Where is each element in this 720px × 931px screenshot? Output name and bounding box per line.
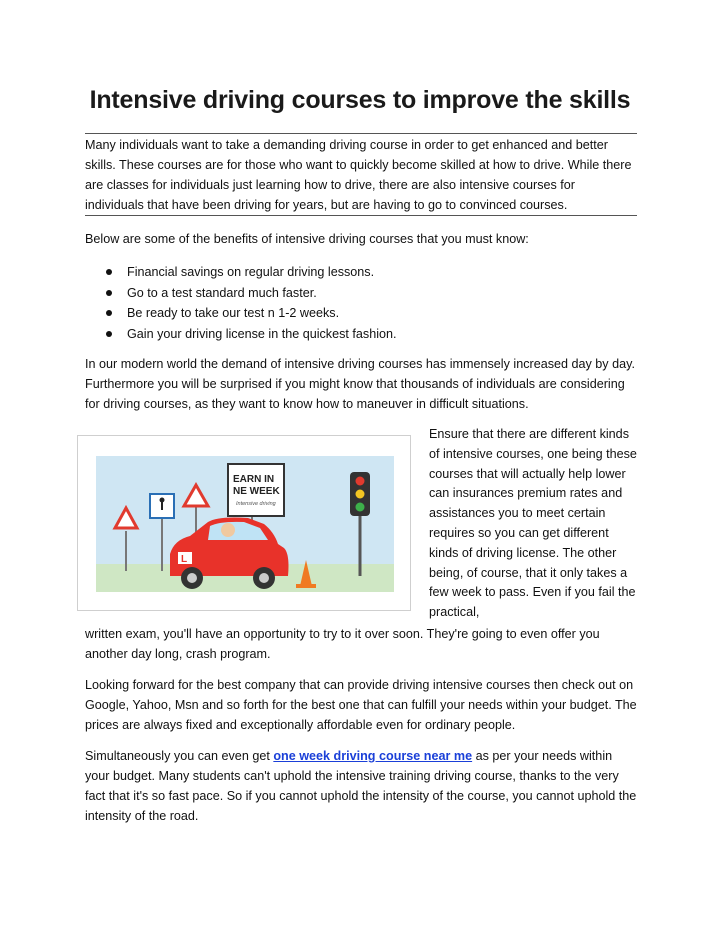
- sign-line-1: EARN IN: [233, 474, 275, 485]
- bullet-icon: [106, 331, 112, 337]
- list-item: Go to a test standard much faster.: [85, 283, 637, 304]
- continued-paragraph: written exam, you'll have an opportunity to try to it over soon. They're going to even offer you another day long, crash program.: [85, 627, 600, 661]
- driving-illustration: [77, 435, 411, 611]
- sign-line-2: NE WEEK: [233, 486, 280, 497]
- course-link[interactable]: one week driving course near me: [273, 749, 473, 763]
- simultaneous-paragraph: Simultaneously you can even get one week driving course near me as per your needs within your budget. Many students can't uphold the intensive training driving course, thanks to the very fact that it's so fast pace. So if you cannot uphold the intensity of the course, you cannot uphold the intensity of the road.: [85, 749, 637, 823]
- sign-line-3: Intensive driving: [236, 501, 276, 507]
- list-item: Be ready to take our test n 1-2 weeks.: [85, 303, 637, 324]
- driving-scene-image: [78, 436, 410, 610]
- car-plate: L: [181, 554, 188, 565]
- benefits-intro: Below are some of the benefits of intensive driving courses that you must know:: [85, 232, 529, 246]
- list-item: Financial savings on regular driving lessons.: [85, 262, 637, 283]
- modern-world-paragraph: In our modern world the demand of intensive driving courses has immensely increased day by day. Furthermore you will be surprised if you might know that thousands of individuals are considering for driving courses, as they want to know how to maneuver in difficult situations.: [85, 357, 635, 411]
- intro-paragraph: Many individuals want to take a demanding driving course in order to get enhanced and better skills. These courses are for those who want to quickly become skilled at how to drive. While there are classes for individuals just learning how to drive, there are also intensive courses for individuals that have been driving for years, but are having to go to convinced courses.: [85, 138, 632, 212]
- list-item: Gain your driving license in the quickest fashion.: [85, 324, 637, 345]
- bullet-icon: [106, 310, 112, 316]
- looking-forward-paragraph: Looking forward for the best company that can provide driving intensive courses then check out on Google, Yahoo, Msn and so forth for the best one that can fulfill your needs within your budget. The prices are always fixed and exceptionally affordable even for ordinary people.: [85, 678, 637, 732]
- bullet-icon: [106, 269, 112, 275]
- intro-bottom-rule: [85, 215, 637, 216]
- bullet-icon: [106, 290, 112, 296]
- side-paragraph: Ensure that there are different kinds of intensive courses, one being these courses that will actually help lower can insurances premium rates and assistances you to meet certain requires so you can get different kinds of driving license. The other being, of course, that it only takes a few week to pass. Even if you fail the practical,: [429, 427, 637, 620]
- benefits-list: [85, 262, 637, 344]
- page-title: Intensive driving courses to improve the skills: [89, 86, 631, 114]
- intro-top-rule: [85, 133, 637, 134]
